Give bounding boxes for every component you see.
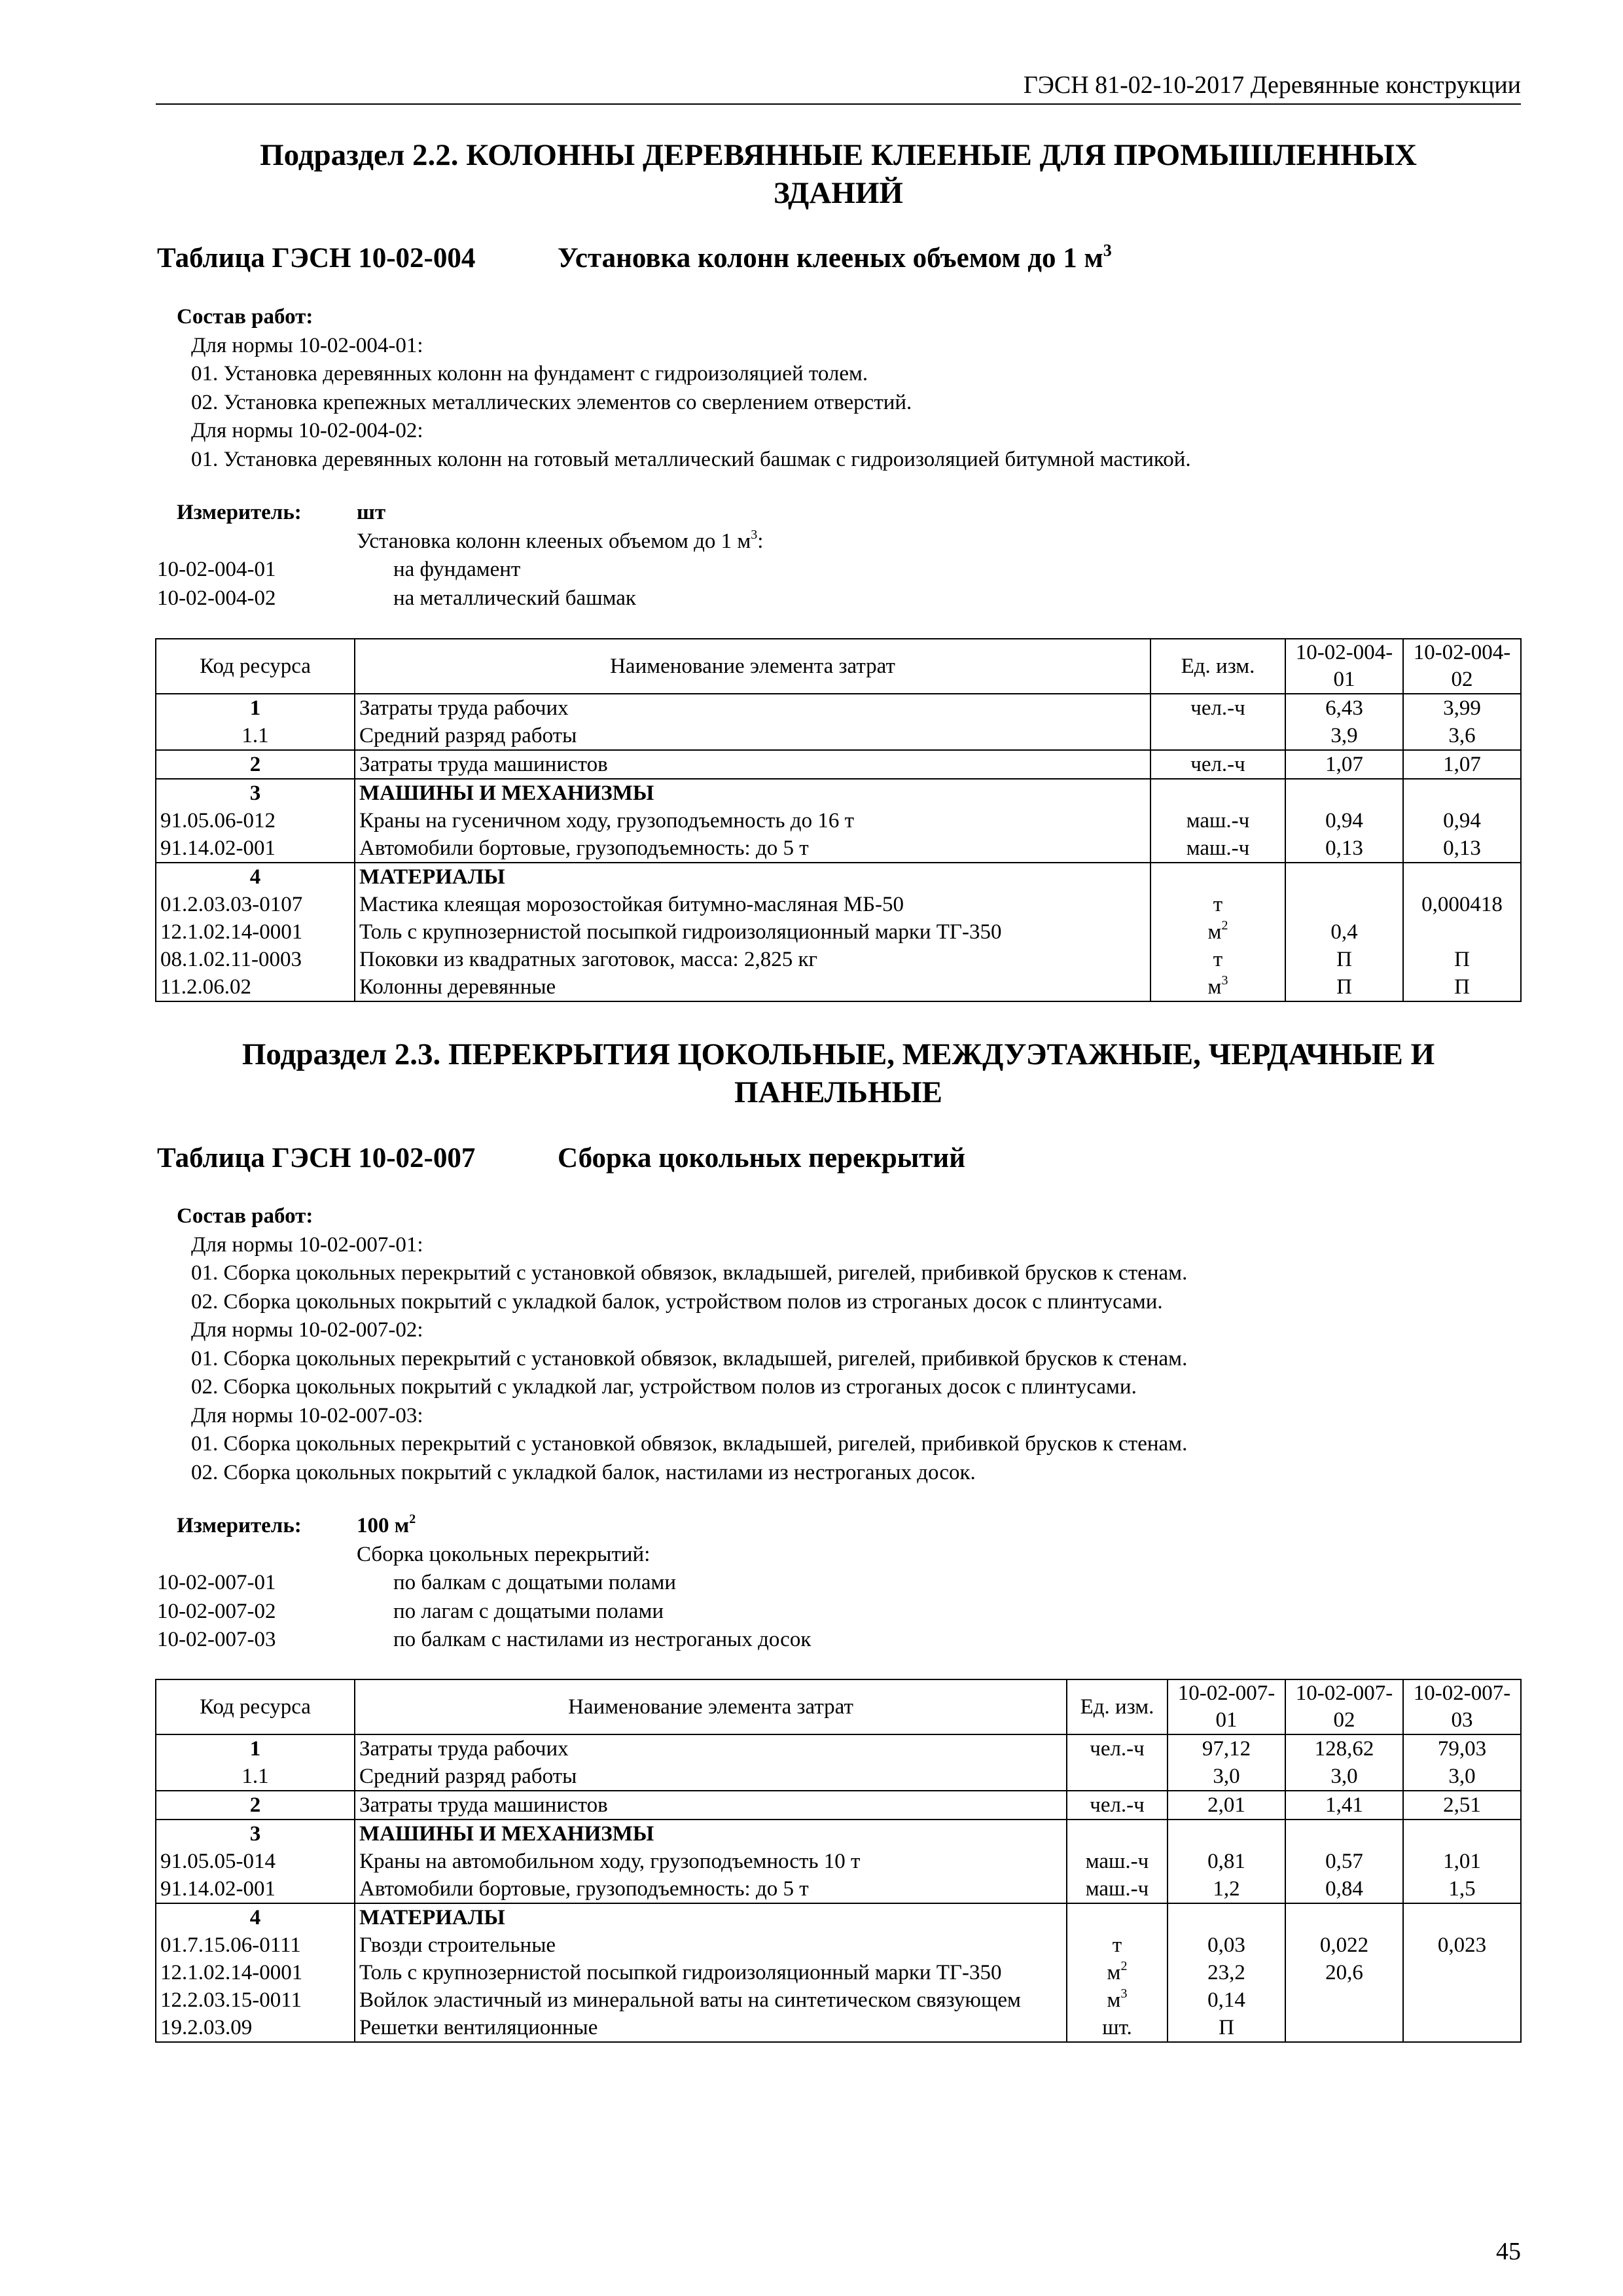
- table-row: 2 Затраты труда машинистов чел.-ч 1,07 1,07: [156, 750, 1521, 779]
- table-row: 11.2.06.02 Колонны деревянные $м^3$ П П: [156, 973, 1521, 1001]
- table-code: Таблица ГЭСН 10-02-004: [157, 243, 476, 274]
- table-row: 12.1.02.14-0001 Толь с крупнозернистой посыпкой гидроизоляционный марки ТГ-350 $м^2$ 23,2 20,6: [156, 1959, 1521, 1986]
- page-header: ГЭСН 81-02-10-2017 Деревянные конструкции: [156, 71, 1521, 105]
- col-header-norm: 10-02-007-03: [1403, 1679, 1521, 1734]
- measure-label: Измеритель:: [177, 501, 302, 524]
- table-row: 91.05.06-012 Краны на гусеничном ходу, грузоподъемность до 16 т маш.-ч 0,94 0,94: [156, 807, 1521, 834]
- work-line: Для нормы 10-02-004-02:: [191, 419, 423, 442]
- table-row: 12.2.03.15-0011 Войлок эластичный из минеральной ваты на синтетическом связующем $м^3$ 0,14: [156, 1986, 1521, 2014]
- col-header-unit: Ед. изм.: [1067, 1679, 1168, 1734]
- section-title-line: Подраздел 2.3. ПЕРЕКРЫТИЯ ЦОКОЛЬНЫЕ, МЕЖДУЭТАЖНЫЕ, ЧЕРДАЧНЫЕ И: [241, 1037, 1435, 1071]
- table-row: 3 МАШИНЫ И МЕХАНИЗМЫ: [156, 1820, 1521, 1848]
- work-line: 02. Сборка цокольных покрытий с укладкой лаг, устройством полов из строганых досок с плинтусами.: [191, 1375, 1137, 1399]
- section-title-2-3: [156, 1035, 1521, 1111]
- work-composition-2: [157, 1202, 1187, 1487]
- table-row: 1 Затраты труда рабочих чел.-ч 6,43 3,99: [156, 694, 1521, 722]
- col-header-norm: 10-02-007-02: [1285, 1679, 1403, 1734]
- table-row: 12.1.02.14-0001 Толь с крупнозернистой посыпкой гидроизоляционный марки ТГ-350 $м^2$ 0,4: [156, 918, 1521, 946]
- section-title-line: Подраздел 2.2. КОЛОННЫ ДЕРЕВЯННЫЕ КЛЕЕНЫЕ ДЛЯ ПРОМЫШЛЕННЫХ: [260, 138, 1417, 172]
- col-header-norm: 10-02-004-02: [1403, 639, 1521, 694]
- superscript: 3: [1103, 240, 1112, 260]
- section-title-line: ЗДАНИЙ: [774, 176, 903, 210]
- measure-label: Измеритель:: [177, 1514, 302, 1537]
- norm-code: 10-02-007-03: [157, 1628, 276, 1651]
- table-row: 1 Затраты труда рабочих чел.-ч 97,12 128,62 79,03: [156, 1734, 1521, 1763]
- work-line: 01. Установка деревянных колонн на фундамент с гидроизоляцией толем.: [191, 362, 868, 386]
- table-row: 4 МАТЕРИАЛЫ: [156, 863, 1521, 891]
- work-line: Для нормы 10-02-007-03:: [191, 1403, 423, 1427]
- table-row: 01.2.03.03-0107 Мастика клеящая морозостойкая битумно-масляная МБ-50 т 0,000418: [156, 891, 1521, 918]
- table-row: 91.05.05-014 Краны на автомобильном ходу, грузоподъемность 10 т маш.-ч 0,81 0,57 1,01: [156, 1848, 1521, 1875]
- table-row: 91.14.02-001 Автомобили бортовые, грузоподъемность: до 5 т маш.-ч 0,13 0,13: [156, 834, 1521, 863]
- work-line: 02. Сборка цокольных покрытий с укладкой балок, настилами из нестроганых досок.: [191, 1460, 976, 1484]
- table-title: Установка колонн клееных объемом до 1 м: [558, 243, 1103, 274]
- norm-desc: по балкам с дощатыми полами: [393, 1571, 677, 1594]
- col-header-code: Код ресурса: [156, 639, 355, 694]
- measure-desc: Установка колонн клееных объемом до 1 $м^3$:: [357, 527, 764, 553]
- col-header-unit: Ед. изм.: [1150, 639, 1285, 694]
- work-line: 02. Установка крепежных металлических элементов со сверлением отверстий.: [191, 390, 912, 414]
- norm-desc: на металлический башмак: [393, 586, 636, 610]
- measure-block-2: [157, 1512, 811, 1655]
- norm-desc: по лагам с дощатыми полами: [393, 1599, 664, 1623]
- table-heading-10-02-007: [157, 1142, 965, 1174]
- work-line: 02. Сборка цокольных покрытий с укладкой балок, устройством полов из строганых досок с плинтусами.: [191, 1289, 1163, 1314]
- table-row: 1.1 Средний разряд работы 3,9 3,6: [156, 722, 1521, 750]
- table-row: 08.1.02.11-0003 Поковки из квадратных заготовок, масса: 2,825 кг т П П: [156, 946, 1521, 973]
- col-header-norm: 10-02-004-01: [1285, 639, 1403, 694]
- table-row: 3 МАШИНЫ И МЕХАНИЗМЫ: [156, 779, 1521, 807]
- measure-desc: Сборка цокольных перекрытий:: [357, 1542, 651, 1566]
- col-header-code: Код ресурса: [156, 1679, 355, 1734]
- work-composition-label: Состав работ:: [177, 305, 313, 329]
- measure-block-1: [157, 499, 763, 613]
- norm-desc: на фундамент: [393, 558, 521, 581]
- table-code: Таблица ГЭСН 10-02-007: [157, 1143, 476, 1174]
- resource-table-10-02-004: [155, 638, 1522, 1002]
- norm-code: 10-02-007-01: [157, 1571, 276, 1594]
- work-line: Для нормы 10-02-007-02:: [191, 1318, 423, 1342]
- table-row: 91.14.02-001 Автомобили бортовые, грузоподъемность: до 5 т маш.-ч 1,2 0,84 1,5: [156, 1875, 1521, 1903]
- norm-code: 10-02-004-01: [157, 558, 276, 581]
- table-row: 19.2.03.09 Решетки вентиляционные шт. П: [156, 2014, 1521, 2042]
- measure-unit: 100 $м^2$: [357, 1512, 416, 1537]
- table-row: 4 МАТЕРИАЛЫ: [156, 1903, 1521, 1931]
- work-line: 01. Сборка цокольных перекрытий с установкой обвязок, вкладышей, ригелей, прибивкой брусков к стенам.: [191, 1261, 1188, 1285]
- work-line: Для нормы 10-02-007-01:: [191, 1232, 423, 1257]
- page-number: 45: [1496, 2238, 1521, 2265]
- table-row: 01.7.15.06-0111 Гвозди строительные т 0,03 0,022 0,023: [156, 1931, 1521, 1959]
- work-line: 01. Сборка цокольных перекрытий с установкой обвязок, вкладышей, ригелей, прибивкой брусков к стенам.: [191, 1432, 1188, 1456]
- norm-desc: по балкам с настилами из нестроганых досок: [393, 1628, 812, 1651]
- table-heading-10-02-004: [157, 242, 1112, 274]
- work-line: Для нормы 10-02-004-01:: [191, 333, 423, 357]
- section-title-line: ПАНЕЛЬНЫЕ: [734, 1075, 942, 1109]
- work-line: 01. Сборка цокольных перекрытий с установкой обвязок, вкладышей, ригелей, прибивкой брусков к стенам.: [191, 1346, 1188, 1371]
- measure-unit: шт: [357, 501, 386, 524]
- work-composition-1: [157, 303, 1191, 474]
- work-line: 01. Установка деревянных колонн на готовый металлический башмак с гидроизоляцией битумной мастикой.: [191, 447, 1191, 471]
- section-title-2-2: [156, 136, 1521, 212]
- work-composition-label: Состав работ:: [177, 1204, 313, 1228]
- norm-code: 10-02-007-02: [157, 1599, 276, 1623]
- col-header-name: Наименование элемента затрат: [355, 1679, 1067, 1734]
- table-title: Сборка цокольных перекрытий: [558, 1143, 965, 1174]
- table-row: 2 Затраты труда машинистов чел.-ч 2,01 1,41 2,51: [156, 1791, 1521, 1820]
- resource-table-10-02-007: [155, 1679, 1522, 2043]
- table-row: 1.1 Средний разряд работы 3,0 3,0 3,0: [156, 1763, 1521, 1791]
- col-header-name: Наименование элемента затрат: [355, 639, 1150, 694]
- norm-code: 10-02-004-02: [157, 586, 276, 610]
- col-header-norm: 10-02-007-01: [1168, 1679, 1285, 1734]
